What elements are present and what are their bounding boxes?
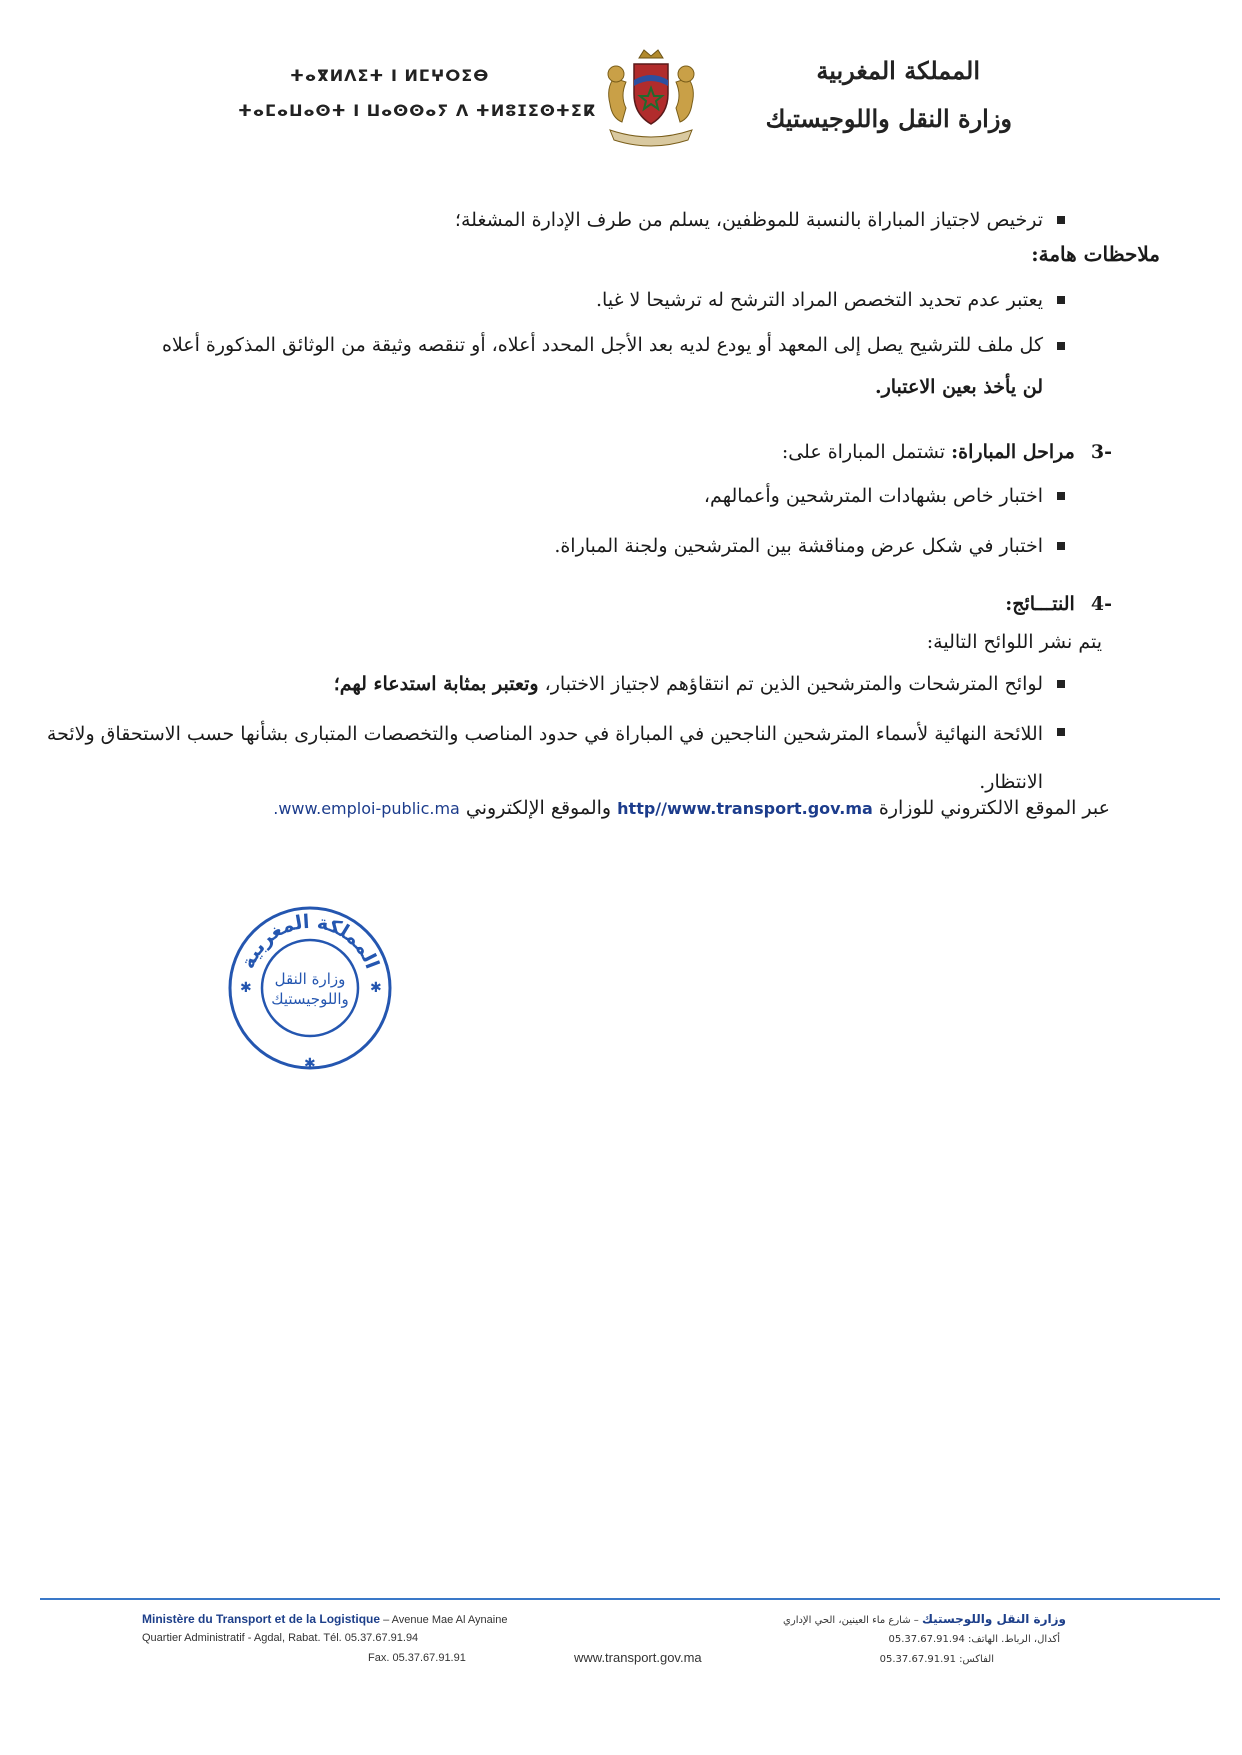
note-text: يعتبر عدم تحديد التخصص المراد الترشح له ترشيحا لا غيا. [596,289,1043,311]
list-item [185,198,1065,242]
emploi-public-link[interactable]: www.emploi-public.ma. [273,799,460,818]
list-item [143,324,1065,408]
section3-list [185,474,1065,568]
footer-phone-ar: أكدال، الرباط. الهاتف: 05.37.67.91.94 [888,1634,1060,1645]
publication-text: والموقع الإلكتروني [465,797,612,819]
notes-heading: ملاحظات هامة: [1031,242,1160,266]
coat-of-arms-emblem [596,48,706,148]
star-icon: ✱ [370,980,382,996]
footer-address-ar: – شارع ماء العينين، الحي الإداري [783,1615,919,1626]
list-item-text: اختبار في شكل عرض ومناقشة بين المترشحين ولجنة المباراة. [554,535,1043,557]
header-tifinagh-kingdom: ⵜⴰⴳⵍⴷⵉⵜ ⵏ ⵍⵎⵖⵔⵉⴱ [290,66,490,85]
list-item [185,524,1065,568]
stamp-inner-line2: واللوجيستيك [271,990,349,1008]
authorization-bullet-text: ترخيص لاجتياز المباراة بالنسبة للموظفين، يسلم من طرف الإدارة المشغلة؛ [454,209,1043,231]
publication-sentence [110,786,1110,831]
body-section [185,198,1065,242]
notes-list [65,278,1065,322]
footer-ministry-ar: وزارة النقل واللوجستيك [921,1612,1066,1626]
footer-french-block [142,1612,507,1626]
list-item-text: اختبار خاص بشهادات المترشحين وأعمالهم، [703,485,1043,507]
star-icon: ✱ [304,1056,316,1072]
notes-list-2 [143,324,1065,408]
footer-arabic-block [783,1612,1066,1626]
stamp-inner-line1: وزارة النقل [274,970,346,988]
ministry-website-link[interactable]: http//www.transport.gov.ma [617,799,873,818]
section4-intro: يتم نشر اللوائح التالية: [926,631,1102,653]
list-item [65,278,1065,322]
star-icon: ✱ [240,980,252,996]
list-item-text: لوائح المترشحات والمترشحين الذين تم انتقاؤهم لاجتياز الاختبار، [544,673,1043,695]
note-text: كل ملف للترشيح يصل إلى المعهد أو يودع لديه بعد الأجل المحدد أعلاه، أو تنقصه وثيقة من الوثائق المذكورة أعلاه [161,334,1043,356]
footer-fax-ar: الفاكس: 05.37.67.91.91 [879,1654,994,1665]
section3-heading [212,430,1112,474]
footer-rule [40,1598,1220,1600]
list-item-emphasis: وتعتبر بمثابة استدعاء لهم؛ [333,673,539,695]
publication-text: عبر الموقع الالكتروني للوزارة [878,797,1110,819]
section-title: مراحل المباراة: [951,441,1075,463]
section-number: -4 [1090,593,1112,615]
list-item [65,662,1065,706]
footer-website[interactable]: www.transport.gov.ma [574,1650,702,1665]
list-item-text: اللائحة النهائية لأسماء المترشحين الناجحين في المباراة في حدود المناصب والتخصصات المتبارى بشأنها حسب الاستحقاق ولائحة الانتظار. [46,723,1043,793]
note-emphasis: لن يأخذ بعين الاعتبار. [874,376,1043,398]
section-title: النتـــائج: [1005,593,1075,615]
section4-list [65,662,1065,706]
header-tifinagh-ministry: ⵜⴰⵎⴰⵡⴰⵙⵜ ⵏ ⵡⴰⵙⵙⴰⵢ ⴷ ⵜⵍⵓⵊⵉⵙⵜⵉⴽ [238,101,597,120]
footer-address-fr: – Avenue Mae Al Aynaine [383,1614,508,1626]
list-item [185,474,1065,518]
header-kingdom-name: المملكة المغربية [816,56,980,85]
section-number: -3 [1090,441,1112,463]
stamp-outer-text: المملكة المغربية [236,910,384,972]
footer-address-line2: Quartier Administratif - Agdal, Rabat. Tél. 05.37.67.91.94 [142,1632,419,1644]
section-intro: تشتمل المباراة على: [781,441,946,463]
footer-ministry-fr: Ministère du Transport et de la Logistique [142,1612,381,1626]
footer-fax-fr: Fax. 05.37.67.91.91 [368,1652,466,1664]
header-ministry-name: وزارة النقل واللوجيستيك [765,104,1012,133]
official-stamp [222,900,398,1076]
